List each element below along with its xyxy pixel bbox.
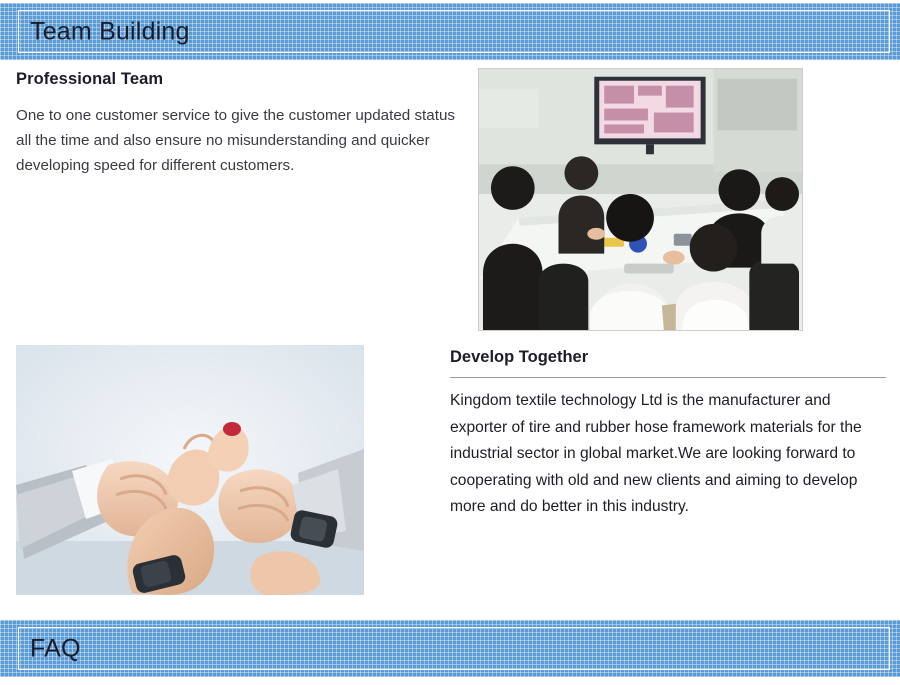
develop-together-block: [450, 348, 886, 521]
section-title-team-building: Team Building: [30, 17, 190, 45]
section-title-faq: FAQ: [30, 634, 81, 662]
develop-together-heading: Develop Together: [450, 348, 589, 366]
professional-team-block: [16, 70, 456, 178]
professional-team-heading: Professional Team: [16, 70, 164, 88]
section-header-inner-border-faq: [18, 627, 890, 670]
develop-together-divider: [450, 377, 886, 378]
fist-bump-illustration: [16, 345, 364, 595]
section-header-faq: [0, 620, 900, 677]
fist-bump-photo: [16, 345, 364, 595]
develop-together-body: Kingdom textile technology Ltd is the manufacturer and exporter of tire and rubber hose framework materials for the industrial sector in global market.We are looking forward to cooperating with old and new clients and aiming to develop more and do better in this industry.: [450, 392, 862, 515]
professional-team-body: One to one customer service to give the customer updated status all the time and also ensure no misunderstanding and quicker developing speed for different customers.: [16, 107, 455, 174]
meeting-room-photo: [478, 68, 803, 331]
section-header-team-building: [0, 3, 900, 60]
meeting-room-illustration: [479, 69, 802, 330]
